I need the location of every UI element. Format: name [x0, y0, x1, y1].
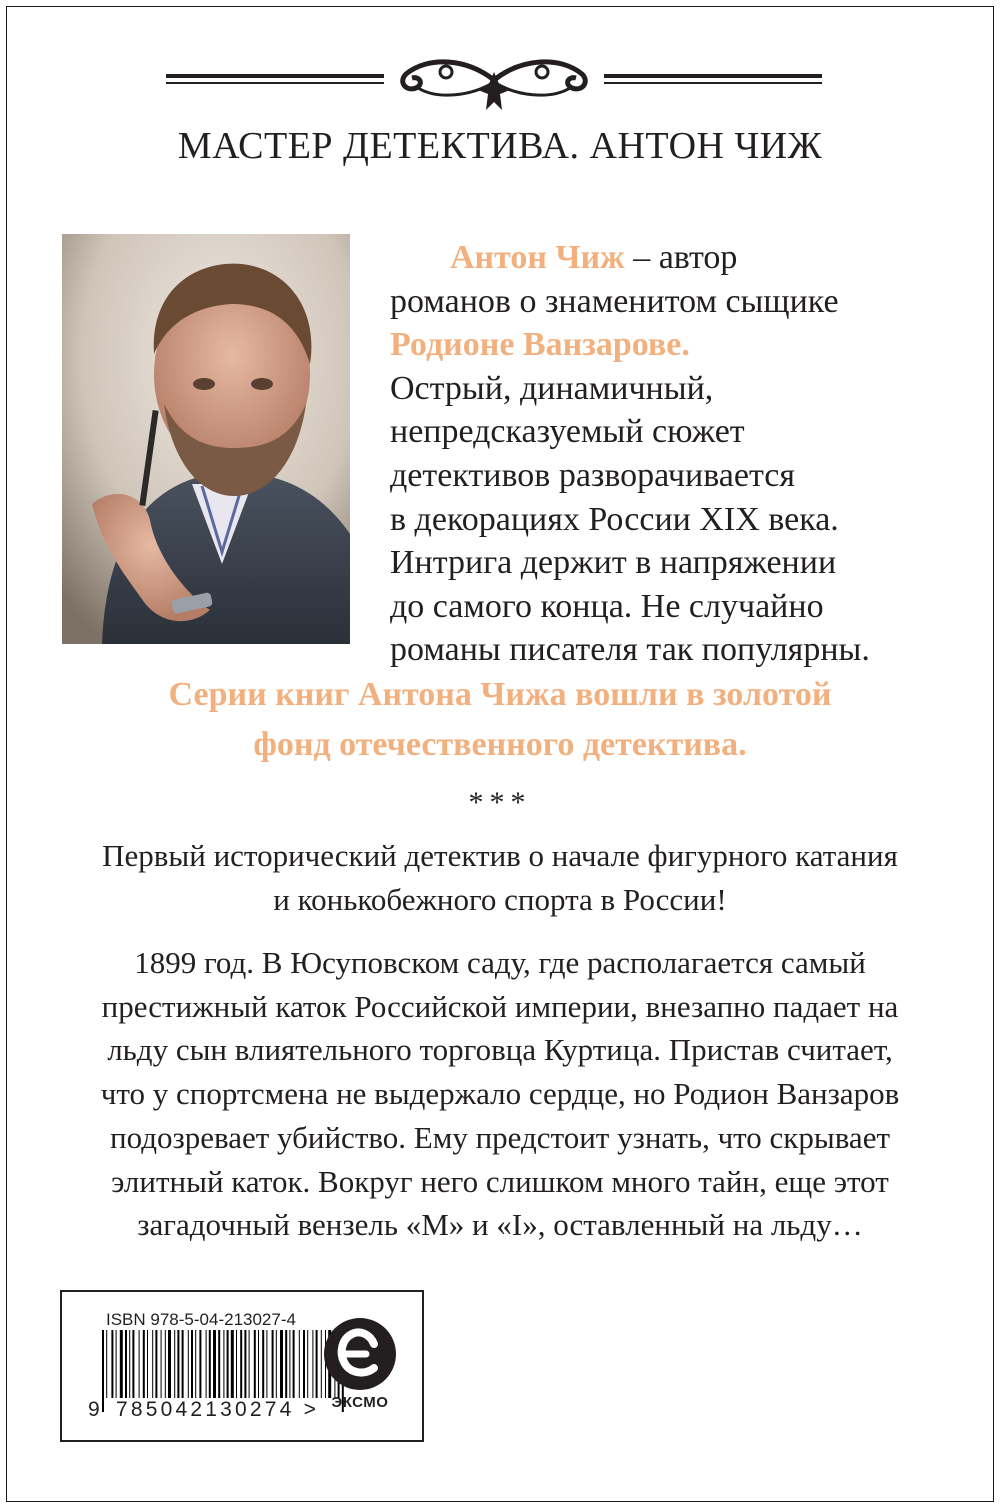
barcode-bar [191, 1330, 193, 1398]
barcode-bar [188, 1330, 189, 1398]
bio-line-9: до самого конца. Не случайно [390, 587, 824, 625]
synopsis-line-3: льду сын влиятельного торговца Куртица. Пристав считает, [107, 1032, 893, 1068]
publisher-name: ЭКСМО [331, 1394, 389, 1411]
detective-name: Родионе Ванзарове. [390, 326, 690, 364]
barcode-bar [155, 1330, 157, 1398]
barcode-bar [177, 1330, 179, 1398]
intro-line-1: Первый исторический детектив о начале фигурного катания [102, 838, 898, 873]
barcode-bar [272, 1330, 274, 1398]
barcode-bar [266, 1330, 267, 1398]
barcode-bar [293, 1330, 295, 1398]
ean-first-digit: 9 [88, 1398, 100, 1421]
synopsis-line-2: престижный каток Российской империи, внезапно падает на [101, 988, 899, 1024]
barcode-bar [280, 1330, 283, 1398]
synopsis-line-1: 1899 год. В Юсуповском саду, где располагается самый [134, 945, 866, 980]
barcode-bar [244, 1330, 246, 1398]
bio-line-1 [390, 236, 950, 280]
tagline-line-2: фонд отечественного детектива. [253, 726, 747, 763]
barcode-bar [289, 1330, 290, 1398]
barcode-bar [218, 1330, 220, 1398]
barcode-bar [129, 1330, 130, 1398]
bio-line-8: Интрига держит в напряжении [390, 544, 837, 582]
barcode-bar [161, 1330, 162, 1398]
barcode-bar [307, 1330, 308, 1398]
intro-paragraph [0, 834, 1000, 921]
synopsis-line-4: что у спортсмена не выдержало сердце, но Родион Ванзаров [100, 1076, 900, 1112]
barcode-bar [199, 1330, 201, 1398]
author-name: Антон Чиж [450, 239, 625, 276]
barcode-bar [182, 1330, 184, 1398]
barcode-bar [231, 1330, 234, 1398]
barcode-bar [227, 1330, 229, 1398]
barcode-bar [111, 1330, 113, 1398]
bio-line-6: детективов разворачивается [390, 456, 795, 494]
barcode-bar [262, 1330, 264, 1398]
barcode-bar [206, 1330, 207, 1398]
barcode-bar [168, 1330, 171, 1398]
barcode-bar [316, 1330, 318, 1398]
barcode-bar [139, 1330, 140, 1398]
barcode-bar [143, 1330, 145, 1398]
barcode-bar [147, 1330, 148, 1398]
bio-line-7: в декорациях России XIX века. [390, 500, 839, 538]
separator-stars: *** [468, 786, 532, 819]
barcode-bar [285, 1330, 287, 1398]
barcode-bar [258, 1330, 259, 1398]
bio-line-1-rest: – автор [624, 239, 738, 276]
ornament-divider [166, 52, 822, 124]
barcode-bar [236, 1330, 237, 1398]
barcode-bar [132, 1330, 134, 1398]
barcode-bar [120, 1330, 123, 1398]
bio-line-10: романы писателя так популярны. [390, 631, 870, 669]
eksmo-logo-icon [322, 1316, 398, 1392]
barcode-bar [249, 1330, 250, 1398]
barcode-bar [254, 1330, 256, 1398]
barcode-bar [209, 1330, 211, 1398]
ean-digits: 785042130274 > [116, 1398, 320, 1421]
synopsis-line-5: подозревает убийство. Ему предстоит узнать, что скрывает [110, 1119, 890, 1155]
author-bio [390, 236, 950, 672]
barcode-bar [195, 1330, 196, 1398]
barcode-bar [116, 1330, 117, 1398]
bio-line-2: романов о знаменитом сыщике [390, 282, 839, 320]
barcode-bar [165, 1330, 166, 1398]
barcode-bar [152, 1330, 153, 1398]
barcode-bar [125, 1330, 127, 1398]
synopsis-line-7: загадочный вензель «М» и «I», оставленный на льду… [137, 1207, 863, 1243]
intro-line-2: и конькобежного спорта в России! [273, 881, 727, 917]
barcode-bar [299, 1330, 300, 1398]
synopsis-paragraph [0, 941, 1000, 1247]
isbn-text: ISBN 978-5-04-213027-4 [106, 1310, 296, 1329]
author-photo [62, 234, 350, 644]
tagline [0, 670, 1000, 770]
barcode-bar [276, 1330, 277, 1398]
tagline-line-1: Серии книг Антона Чижа вошли в золотой [168, 676, 832, 713]
barcode-bar [213, 1330, 216, 1398]
barcode-bar [303, 1330, 305, 1398]
barcode-bar [240, 1330, 242, 1398]
synopsis-line-6: элитный каток. Вокруг него слишком много тайн, еще этот [111, 1163, 889, 1199]
barcode-bar [102, 1330, 104, 1412]
series-title: МАСТЕР ДЕТЕКТИВА. АНТОН ЧИЖ [177, 125, 823, 167]
barcode-bar [106, 1330, 107, 1398]
barcode-bar [312, 1330, 313, 1398]
bio-line-5: непредсказуемый сюжет [390, 413, 745, 451]
bio-line-4: Острый, динамичный, [390, 369, 714, 407]
barcode-bar [174, 1330, 175, 1398]
